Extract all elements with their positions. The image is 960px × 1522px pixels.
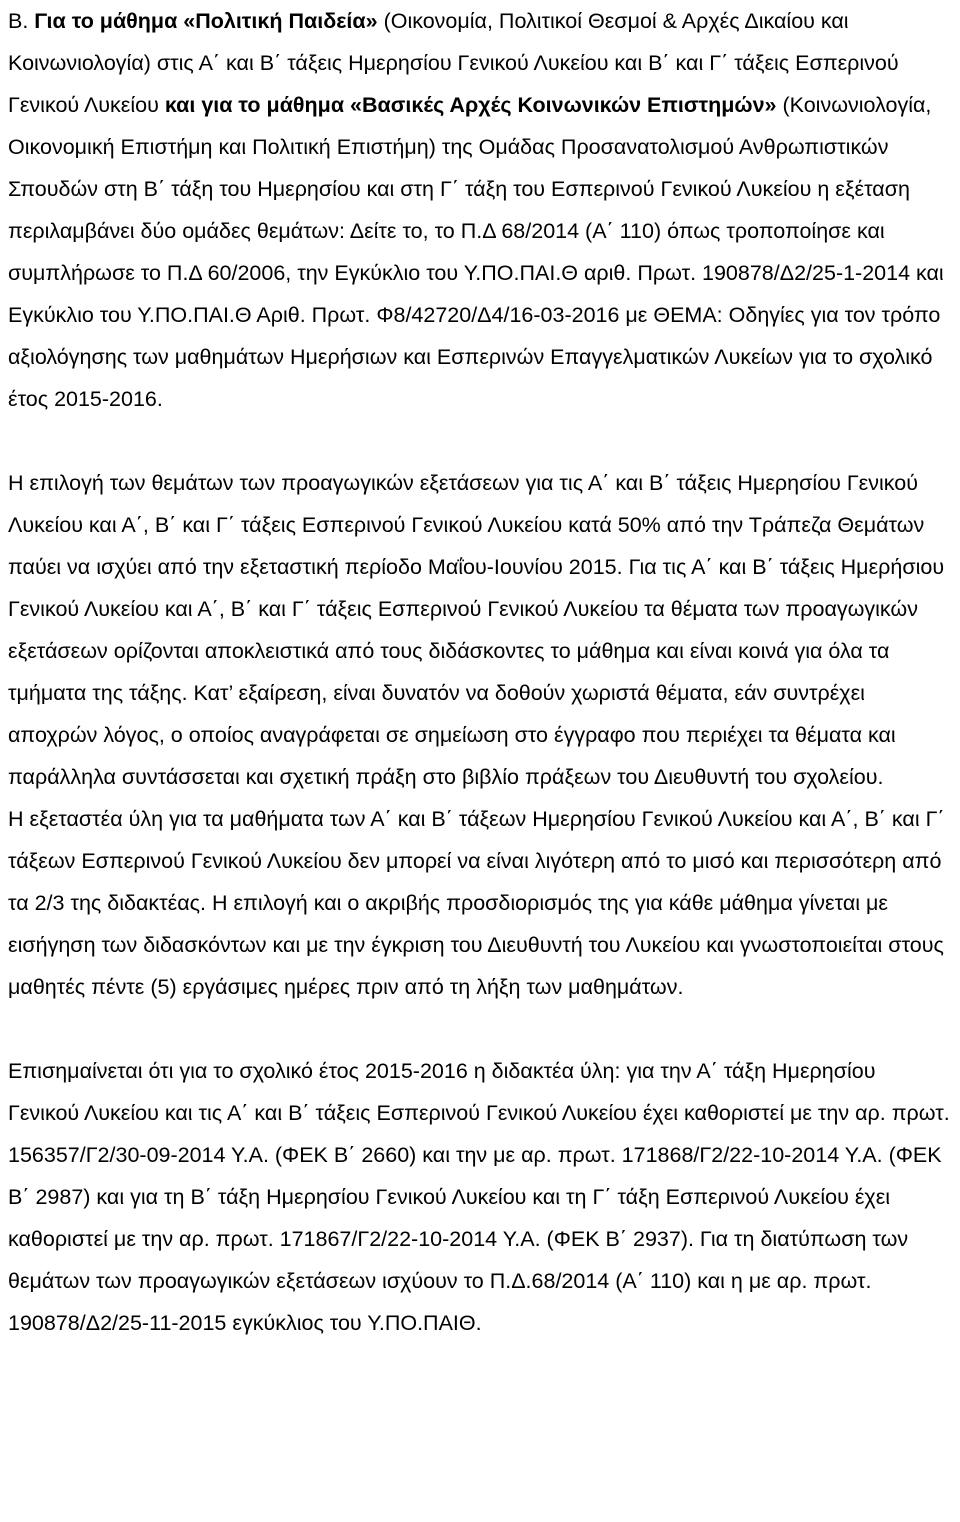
paragraph-2: Η επιλογή των θεμάτων των προαγωγικών εξετάσεων για τις Α΄ και Β΄ τάξεις Ημερησίου Γενικού Λυκείου και Α΄, Β΄ και Γ΄ τάξεις Εσπερινού Γενικού Λυκείου κατά 50% από την Τράπεζα Θεμάτων παύει να ισχύει από την εξεταστική περίοδο Μαΐου-Ιουνίου 2015. Για τις Α΄ και Β΄ τάξεις Ημερήσιου Γενικού Λυκείου και Α΄, Β΄ και Γ΄ τάξεις Εσπερινού Γενικού Λυκείου τα θέματα των προαγωγικών εξετάσεων ορίζονται αποκλειστικά από τους διδάσκοντες το μάθημα και είναι κοινά για όλα τα τμήματα της τάξης. Κατ’ εξαίρεση, είναι δυνατόν να δοθούν χωριστά θέματα, εάν συντρέχει αποχρών λόγος, ο οποίος αναγράφεται σε σημείωση στο έγγραφο που περιέχει τα θέματα και παράλληλα συντάσσεται και σχετική πράξη στο βιβλίο πράξεων του Διευθυντή του σχολείου. xyxy=(8,471,945,789)
subject-heading-politiki-paideia: Για το μάθημα «Πολιτική Παιδεία» xyxy=(34,9,378,33)
document-page xyxy=(8,0,952,1344)
section-marker: Β. xyxy=(8,9,35,33)
paragraph-3: Η εξεταστέα ύλη για τα μαθήματα των Α΄ και Β΄ τάξεων Ημερησίου Γενικού Λυκείου και Α΄, Β΄ και Γ΄ τάξεων Εσπερινού Γενικού Λυκείου δεν μπορεί να είναι λιγότερη από το μισό και περισσότερη από τα 2/3 της διδακτέας. Η επιλογή και ο ακριβής προσδιορισμός της για κάθε μάθημα γίνεται με εισήγηση των διδασκόντων και με την έγκριση του Διευθυντή του Λυκείου και γνωστοποιείται στους μαθητές πέντε (5) εργάσιμες ημέρες πριν από τη λήξη των μαθημάτων. xyxy=(8,807,945,999)
paragraph-1 xyxy=(8,0,952,420)
paragraph-4: Επισημαίνεται ότι για το σχολικό έτος 2015-2016 η διδακτέα ύλη: για την Α΄ τάξη Ημερησίου Γενικού Λυκείου και τις Α΄ και Β΄ τάξεις Εσπερινού Γενικού Λυκείου έχει καθοριστεί με την αρ. πρωτ. 156357/Γ2/30-09-2014 Υ.Α. (ΦΕΚ Β΄ 2660) και την με αρ. πρωτ. 171868/Γ2/22-10-2014 Υ.Α. (ΦΕΚ Β΄ 2987) και για τη Β΄ τάξη Ημερησίου Γενικού Λυκείου και τη Γ΄ τάξη Εσπερινού Λυκείου έχει καθοριστεί με την αρ. πρωτ. 171867/Γ2/22-10-2014 Υ.Α. (ΦΕΚ Β΄ 2937). Για τη διατύπωση των θεμάτων των προαγωγικών εξετάσεων ισχύουν το Π.Δ.68/2014 (Α΄ 110) και η με αρ. πρωτ. 190878/Δ2/25-11-2015 εγκύκλιος του Υ.ΠΟ.ΠΑΙΘ. xyxy=(8,1059,950,1335)
paragraph-1-text-b: (Κοινωνιολογία, Οικονομική Επιστήμη και Πολιτική Επιστήμη) της Ομάδας Προσανατολισμού Ανθρωπιστικών Σπουδών στη Β΄ τάξη του Ημερησίου και στη Γ΄ τάξη του Εσπερινού Γενικού Λυκείου η εξέταση περιλαμβάνει δύο ομάδες θεμάτων: Δείτε το, το Π.Δ 68/2014 (Α΄ 110) όπως τροποποίησε και συμπλήρωσε το Π.Δ 60/2006, την Εγκύκλιο του Υ.ΠΟ.ΠΑΙ.Θ αριθ. Πρωτ. 190878/Δ2/25-1-2014 και Εγκύκλιο του Υ.ΠΟ.ΠΑΙ.Θ Αριθ. Πρωτ. Φ8/42720/Δ4/16-03-2016 με ΘΕΜΑ: Οδηγίες για τον τρόπο αξιολόγησης των μαθημάτων Ημερήσιων και Εσπερινών Επαγγελματικών Λυκείων για το σχολικό έτος 2015-2016. xyxy=(8,93,944,411)
subject-heading-vasikes-arxes: και για το μάθημα «Βασικές Αρχές Κοινωνικών Επιστημών» xyxy=(164,93,777,117)
paragraph-1-text-a: (Οικονομία, Πολιτικοί Θεσμοί & Αρχές Δικαίου και Κοινωνιολογία) στις Α΄ και Β΄ τάξεις Ημερησίου Γενικού Λυκείου και Β΄ και Γ΄ τάξεις Εσπερινού Γενικού Λυκείου xyxy=(8,9,899,117)
